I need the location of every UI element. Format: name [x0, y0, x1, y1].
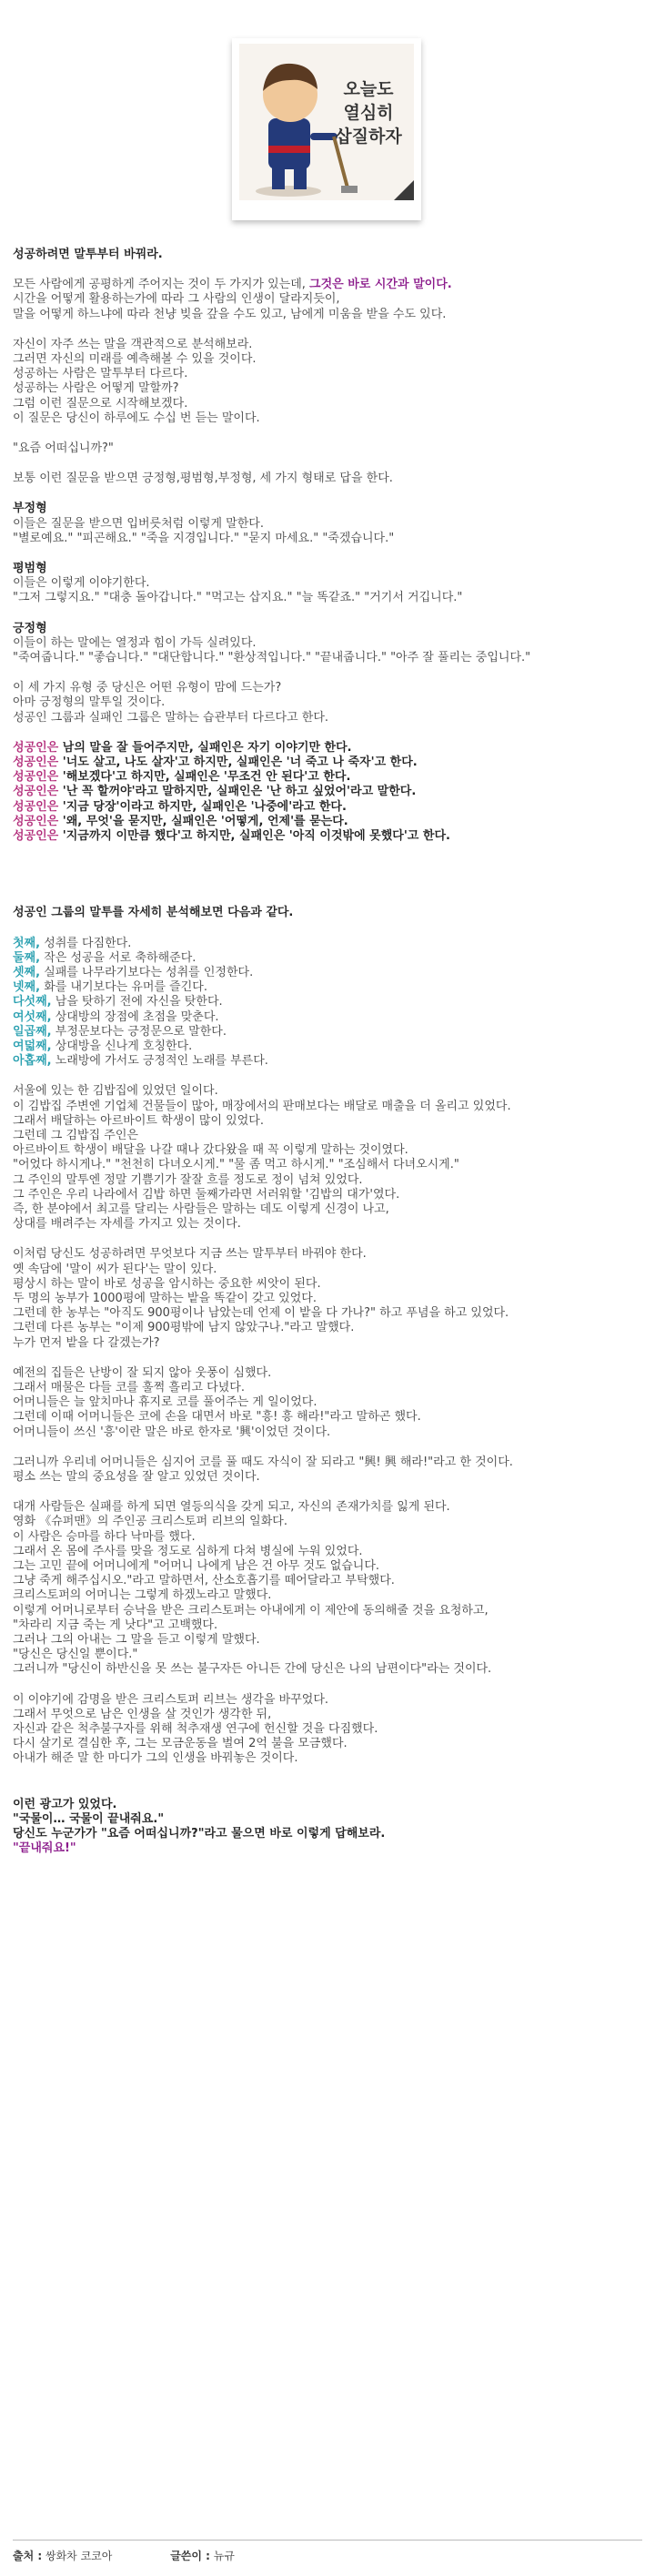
type-desc: 이들은 이렇게 이야기한다.	[13, 576, 150, 591]
comparison-text: '왜, 무엇'을 묻지만, 실패인은 '어떻게, 언제'를 묻는다.	[58, 814, 348, 828]
intro-line	[13, 278, 642, 292]
comparison-text: '너도 살고, 나도 살자'고 하지만, 실패인은 '너 죽고 나 죽자'고 한다.	[58, 756, 418, 770]
ordinal-item	[13, 951, 642, 966]
story-line: "차라리 지금 죽는 게 낫다"고 고백했다.	[13, 1618, 218, 1632]
comparison-item	[13, 829, 642, 844]
ordinal-item	[13, 995, 642, 1009]
reflection-line: 이 세 가지 유형 중 당신은 어떤 유형이 맘에 드는가?	[13, 681, 282, 695]
source-link[interactable]: 쌍화차 코코아	[45, 2550, 113, 2562]
comparison-item	[13, 756, 642, 770]
type-negative	[13, 502, 642, 546]
comparison-item	[13, 785, 642, 799]
story-line: 예전의 집들은 난방이 잘 되지 않아 웃풍이 심했다.	[13, 1365, 272, 1380]
ordinal-item	[13, 1025, 642, 1040]
intro-section	[13, 278, 642, 322]
author-name[interactable]: 뉴규	[213, 2550, 235, 2562]
story-line: 어머니들은 늘 앞치마나 휴지로 코를 풀어주는 게 일이었다.	[13, 1395, 317, 1410]
comparison-item	[13, 800, 642, 815]
ordinal-list	[13, 937, 642, 1070]
story-line: 그는 고민 끝에 어머니에게 "어머니 나에게 남은 건 아무 것도 없습니다.	[13, 1559, 380, 1574]
story-line: 즉, 한 분야에서 최고를 달리는 사람들은 말하는 데도 이렇게 신경이 나고,	[13, 1202, 389, 1216]
ordinal-lead: 여덟째,	[13, 1039, 52, 1053]
detail-heading: 성공인 그룹의 말투를 자세히 분석해보면 다음과 같다.	[13, 906, 294, 920]
story-line: 영화 《슈퍼맨》의 주인공 크리스토퍼 리브의 일화다.	[13, 1515, 287, 1529]
comparison-lead: 성공인은	[13, 785, 59, 799]
ordinal-text: 노래방에 가서도 긍정적인 노래를 부른다.	[51, 1054, 268, 1069]
ordinal-text: 작은 성공을 서로 축하해준다.	[40, 950, 196, 965]
analysis-line: 그러면 자신의 미래를 예측해볼 수 있을 것이다.	[13, 352, 257, 367]
story-line: "당신은 당신일 뿐이다."	[13, 1648, 138, 1662]
ad-section	[13, 1798, 642, 1857]
hero-text-2: 열심히	[343, 103, 394, 123]
story-line: 그래서 무엇으로 남은 인생을 살 것인가 생각한 뒤,	[13, 1707, 272, 1721]
story-line: 이 사람은 승마를 하다 낙마를 했다.	[13, 1529, 196, 1544]
cartoon-illustration	[232, 38, 421, 220]
type-heading: 평범형	[13, 562, 47, 576]
story-line: 그냥 죽게 해주십시오."라고 말하면서, 산소호흡기를 떼어달라고 부탁했다.	[13, 1574, 395, 1588]
author-label: 글쓴이 :	[170, 2550, 210, 2562]
story-line: 그런데 다른 농부는 "이제 900평밖에 남지 않았구나."라고 말했다.	[13, 1321, 355, 1335]
footer	[13, 2540, 642, 2563]
story-line: 그러니까 우리네 어머니들은 심지어 코를 풀 때도 자식이 잘 되라고 "興! 興 해라!"라고 한 것이다.	[13, 1455, 513, 1469]
hero-text-1: 오늘도	[343, 79, 394, 99]
reflection-section	[13, 681, 642, 725]
type-heading: 부정형	[13, 502, 47, 516]
ordinal-item	[13, 1010, 642, 1025]
comparison-item	[13, 770, 642, 785]
ordinal-lead: 첫째,	[13, 936, 41, 950]
type-examples: "그저 그렇지요." "대충 돌아갑니다." "먹고는 삽지요." "늘 똑같죠." "거기서 거깁니다."	[13, 591, 463, 605]
intro-line: 말을 어떻게 하느냐에 따라 천냥 빚을 갚을 수도 있고, 남에게 미움을 받을 수도 있다.	[13, 307, 447, 321]
story-line: 상대를 배려주는 자세를 가지고 있는 것이다.	[13, 1217, 241, 1232]
type-positive	[13, 622, 642, 666]
analysis-section	[13, 338, 642, 426]
intro-line: 시간을 어떻게 활용하는가에 따라 그 사람의 인생이 달라지듯이,	[13, 292, 340, 307]
analysis-line: 성공하는 사람은 어떻게 말할까?	[13, 381, 179, 396]
story-line: 그래서 배달하는 아르바이트 학생이 많이 있었다.	[13, 1113, 264, 1128]
comparison-text: '지금 당장'이라고 하지만, 실패인은 '나중에'라고 한다.	[58, 799, 347, 814]
article-title: 성공하려면 말투부터 바꿔라.	[13, 248, 163, 261]
ordinal-item	[13, 966, 642, 980]
intro-text: 모든 사람에게 공평하게 주어지는 것이 두 가지가 있는데,	[13, 278, 310, 292]
answer-types-line: 보통 이런 질문을 받으면 긍정형,평범형,부정형, 세 가지 형태로 답을 한다.	[13, 472, 393, 486]
ad-final: "끝내줘요!"	[13, 1841, 76, 1856]
ad-line: "국물이… 국물이 끝내줘요."	[13, 1811, 165, 1826]
hero-image	[232, 38, 421, 220]
ordinal-lead: 아홉째,	[13, 1054, 52, 1069]
ordinal-item	[13, 1054, 642, 1069]
story-conclusion	[13, 1693, 642, 1767]
story-line: 이 이야기에 감명을 받은 크리스토퍼 리브는 생각을 바꾸었다.	[13, 1692, 329, 1707]
story-line: 그 주인의 말투엔 정말 기쁨기가 잘잘 흐를 정도로 정이 넘쳐 있었다.	[13, 1172, 363, 1187]
story-line: 그래서 매물은 다들 코를 훌쩍 흘리고 다녔다.	[13, 1380, 245, 1394]
type-examples: "별로예요." "피곤해요." "죽을 지경입니다." "묻지 마세요." "죽겠습니다."	[13, 531, 395, 545]
comparison-text: 남의 말을 잘 들어주지만, 실패인은 자기 이야기만 한다.	[58, 740, 352, 755]
story-line: 자신과 같은 척추불구자를 위해 척추재생 연구에 헌신할 것을 다짐했다.	[13, 1722, 378, 1737]
analysis-line: 그럼 이런 질문으로 시작해보겠다.	[13, 396, 188, 411]
hero-text-3: 삽질하자	[335, 127, 402, 147]
comparison-lead: 성공인은	[13, 799, 59, 814]
ordinal-text: 남을 탓하기 전에 자신을 탓한다.	[51, 995, 223, 1009]
story-line: 옛 속담에 '말이 씨가 된다'는 말이 있다.	[13, 1262, 217, 1276]
intro-highlight: 그것은 바로 시간과 말이다.	[309, 278, 452, 292]
ordinal-item	[13, 1040, 642, 1054]
ordinal-lead: 셋째,	[13, 965, 41, 979]
comparison-item	[13, 741, 642, 756]
story-line: 그래서 온 몸에 주사를 맞을 정도로 심하게 다쳐 병실에 누워 있었다.	[13, 1544, 363, 1558]
story-gimbap	[13, 1084, 642, 1232]
ordinal-lead: 둘째,	[13, 950, 41, 965]
story-farmers	[13, 1247, 642, 1350]
comparison-lead: 성공인은	[13, 814, 59, 828]
story-line: 누가 먼저 밭을 다 갈겠는가?	[13, 1335, 160, 1350]
ordinal-text: 화를 내기보다는 유머를 즐긴다.	[40, 980, 207, 995]
type-examples: "죽여줍니다." "좋습니다." "대단합니다." "환상적입니다." "끝내줍니다." "아주 잘 풀리는 중입니다."	[13, 651, 531, 665]
story-line: 다시 살기로 결심한 후, 그는 모금운동을 벌여 2억 불을 모금했다.	[13, 1737, 348, 1751]
analysis-line: 이 질문은 당신이 하루에도 수십 번 듣는 말이다.	[13, 411, 260, 425]
ordinal-text: 부정문보다는 긍정문으로 말한다.	[51, 1024, 227, 1039]
ordinal-item	[13, 937, 642, 951]
ordinal-text: 실패를 나무라기보다는 성취를 인정한다.	[40, 965, 254, 979]
type-heading: 긍정형	[13, 621, 47, 635]
type-desc: 이들은 질문을 받으면 입버릇처럼 이렇게 말한다.	[13, 516, 264, 531]
story-line: 어머니들이 쓰신 '흥'이란 말은 바로 한자로 '興'이었던 것이다.	[13, 1425, 331, 1439]
ad-line: 당신도 누군가가 "요즘 어떠십니까?"라고 물으면 바로 이렇게 답해보라.	[13, 1827, 386, 1841]
reflection-line: 아마 긍정형의 말투일 것이다.	[13, 695, 166, 710]
analysis-line: 성공하는 사람은 말투부터 다르다.	[13, 367, 188, 381]
comparison-text: '난 꼭 할꺼야'라고 말하지만, 실패인은 '난 하고 싶었어'라고 말한다.	[58, 785, 417, 799]
story-line: 서울에 있는 한 김밥집에 있었던 일이다.	[13, 1084, 218, 1099]
ordinal-lead: 다섯째,	[13, 995, 52, 1009]
ordinal-item	[13, 980, 642, 995]
analysis-line: 자신이 자주 쓰는 말을 객관적으로 분석해보라.	[13, 337, 253, 351]
story-line: 그런데 한 농부는 "아직도 900평이나 남았는데 언제 이 밭을 다 가나?" 하고 푸념을 하고 있었다.	[13, 1306, 509, 1321]
story-line: 이처럼 당신도 성공하려면 무엇보다 지금 쓰는 말투부터 바꿔야 한다.	[13, 1247, 367, 1262]
type-desc: 이들이 하는 말에는 열정과 힘이 가득 실려있다.	[13, 635, 257, 650]
story-line: 이 김밥집 주변엔 기업체 건물들이 많아, 매장에서의 판매보다는 배달로 매출을 더 올리고 있었다.	[13, 1099, 511, 1113]
story-superman	[13, 1500, 642, 1677]
comparison-item	[13, 815, 642, 829]
comparison-lead: 성공인은	[13, 756, 59, 770]
story-mothers	[13, 1366, 642, 1485]
comparison-lead: 성공인은	[13, 740, 59, 755]
story-line: 그런데 그 김밥집 주인은	[13, 1128, 138, 1142]
ordinal-lead: 일곱째,	[13, 1024, 52, 1039]
story-line: 그러니까 "당신이 하반신을 못 쓰는 불구자든 아니든 간에 당신은 나의 남편이다"라는 것이다.	[13, 1662, 492, 1677]
ordinal-lead: 여섯째,	[13, 1009, 52, 1024]
ordinal-text: 상대방을 신나게 호칭한다.	[51, 1039, 193, 1053]
comparison-lead: 성공인은	[13, 770, 59, 785]
comparison-text: '해보겠다'고 하지만, 실패인은 '무조건 안 된다'고 한다.	[58, 770, 351, 785]
comparison-text: '지금까지 이만큼 했다'고 하지만, 실패인은 '아직 이것밖에 못했다'고 한다.	[58, 829, 450, 844]
ordinal-text: 성취를 다짐한다.	[40, 936, 132, 950]
ad-line: 이런 광고가 있었다.	[13, 1797, 117, 1811]
story-line: "어었다 하시게나." "천천히 다녀오시게." "물 좀 먹고 하시게." "조심해서 다녀오시게."	[13, 1158, 459, 1172]
story-line: 그 주인은 우리 나라에서 김밥 하면 둘째가라면 서러워할 '김밥의 대가'였다.	[13, 1187, 400, 1202]
comparison-lead: 성공인은	[13, 829, 59, 844]
article-body	[13, 248, 642, 1856]
comparison-list	[13, 741, 642, 844]
reflection-line: 성공인 그룹과 실패인 그룹은 말하는 습관부터 다르다고 한다.	[13, 710, 329, 725]
story-line: 그런데 이때 어머니들은 코에 손을 대면서 바로 "흥! 흥 해라!"라고 말하곤 했다.	[13, 1410, 421, 1425]
story-line: 그러나 그의 아내는 그 말을 듣고 이렇게 말했다.	[13, 1633, 260, 1648]
question-line: "요즘 어떠십니까?"	[13, 441, 114, 456]
type-neutral	[13, 562, 642, 606]
footer-divider	[13, 2540, 642, 2541]
story-line: 아내가 해준 말 한 마디가 그의 인생을 바꿔놓은 것이다.	[13, 1751, 298, 1766]
source-label: 출처 :	[13, 2550, 43, 2562]
story-line: 크리스토퍼의 어머니는 그렇게 하겠노라고 말했다.	[13, 1588, 272, 1603]
story-line: 대개 사람들은 실패를 하게 되면 열등의식을 갖게 되고, 자신의 존재가치를 잃게 된다.	[13, 1500, 450, 1515]
story-line: 평소 쓰는 말의 중요성을 잘 알고 있었던 것이다.	[13, 1470, 260, 1484]
story-line: 평상시 하는 말이 바로 성공을 암시하는 중요한 씨앗이 된다.	[13, 1276, 321, 1291]
ordinal-text: 상대방의 장점에 초점을 맞춘다.	[51, 1009, 219, 1024]
story-line: 아르바이트 학생이 배달을 나갈 때나 갔다왔을 때 꼭 이렇게 말하는 것이였다.	[13, 1143, 408, 1158]
story-line: 두 명의 농부가 1000평에 말하는 밭을 똑같이 갖고 있었다.	[13, 1291, 317, 1305]
ordinal-lead: 넷째,	[13, 980, 41, 995]
story-line: 이렇게 어머니로부터 승낙을 받은 크리스토퍼는 아내에게 이 제안에 동의해줄 것을 요청하고,	[13, 1603, 489, 1618]
